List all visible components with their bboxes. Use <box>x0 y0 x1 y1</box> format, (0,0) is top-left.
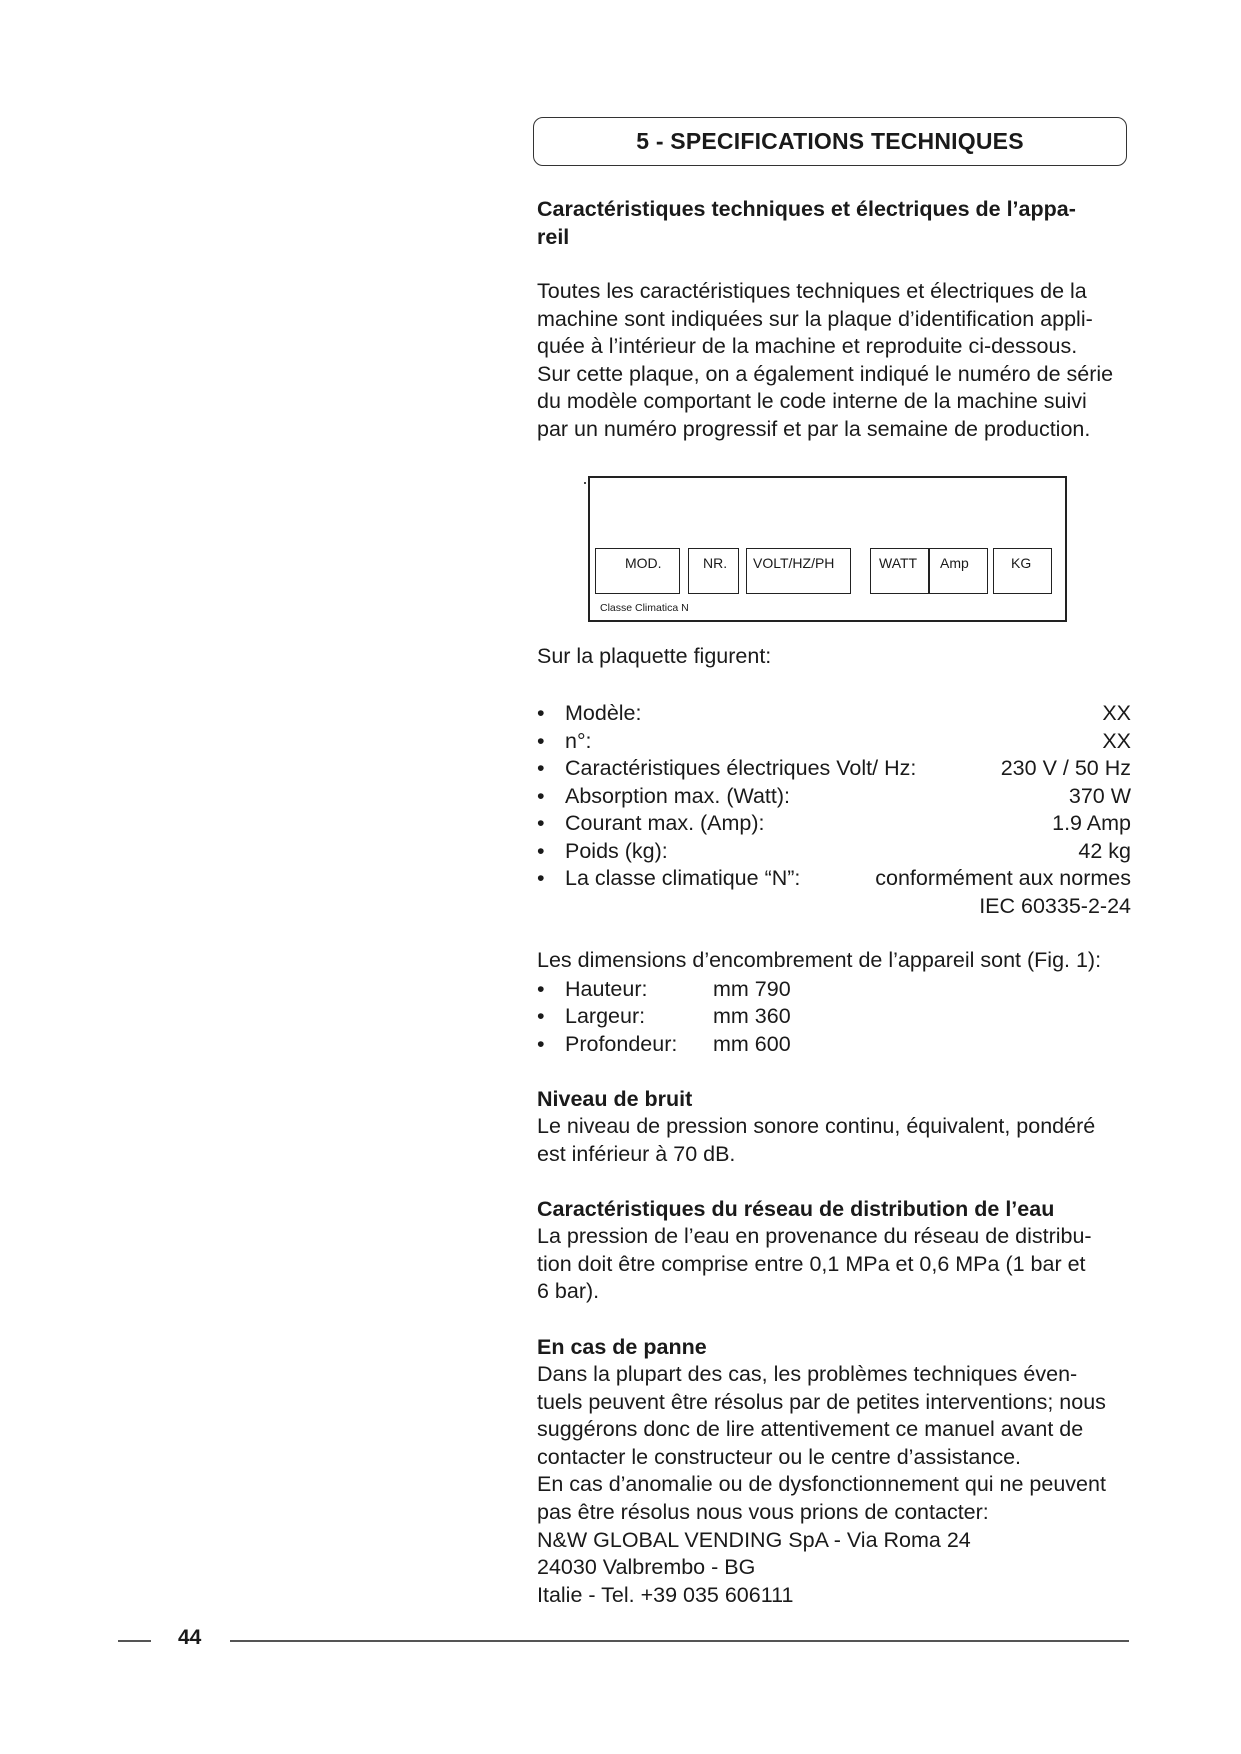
spec-value: 370 W <box>1068 783 1131 808</box>
dimension-item <box>537 1030 1131 1058</box>
paragraph-line: suggérons donc de lire attentivement ce manuel avant de <box>537 1417 1084 1442</box>
spec-value: 230 V / 50 Hz <box>1000 756 1131 780</box>
bullet: • <box>537 838 545 863</box>
section-heading-line: reil <box>537 225 570 249</box>
failure-heading: En cas de panne <box>537 1335 707 1359</box>
spec-value: IEC 60335-2-24 <box>979 893 1131 918</box>
plate-cell-weight <box>993 548 1052 594</box>
paragraph-line: contacter le constructeur ou le centre d’assistance. <box>537 1444 1022 1469</box>
paragraph-line: Sur cette plaque, on a également indiqué le numéro de série <box>537 361 1114 386</box>
paragraph-line: tuels peuvent être résolus par de petites interventions; nous <box>537 1389 1106 1414</box>
bullet: • <box>537 783 545 808</box>
footer-rule <box>118 1640 151 1642</box>
spec-item <box>537 837 1131 865</box>
plate-cell-label: WATT <box>879 555 918 571</box>
plate-cell-label: MOD. <box>625 555 662 571</box>
identification-plate <box>588 476 1067 622</box>
paragraph-line: du modèle comportant le code interne de la machine suivi <box>537 389 1087 414</box>
paragraph-line: Toutes les caractéristiques techniques et électriques de la <box>537 279 1087 303</box>
footer-rule <box>230 1640 1129 1642</box>
bullet: • <box>537 756 545 780</box>
spec-value: 42 kg <box>1078 838 1131 863</box>
dimension-value: mm 360 <box>713 1004 791 1028</box>
plate-cell-number <box>688 548 739 594</box>
paragraph-line: quée à l’intérieur de la machine et reproduite ci-dessous. <box>537 334 1078 359</box>
plate-cell-divider <box>928 549 930 593</box>
plate-cell-volt <box>746 548 851 594</box>
paragraph-line: 6 bar). <box>537 1279 600 1304</box>
dimension-item <box>537 975 1131 1003</box>
spec-label: Caractéristiques électriques Volt/ Hz: <box>565 756 917 780</box>
noise-section <box>537 1085 1132 1168</box>
dimension-item <box>537 1002 1131 1030</box>
paragraph-line: En cas d’anomalie ou de dysfonctionnement qui ne peuvent <box>537 1472 1106 1497</box>
section-heading-line: Caractéristiques techniques et électriques de l’appa- <box>537 197 1076 221</box>
water-section <box>537 1195 1132 1306</box>
spec-label: Modèle: <box>565 701 642 725</box>
dimensions-intro <box>537 947 1132 975</box>
plate-cell-model <box>595 548 680 594</box>
spec-label: La classe climatique “N”: <box>565 866 801 890</box>
paragraph-line: tion doit être comprise entre 0,1 MPa et 0,6 MPa (1 bar et <box>537 1251 1086 1276</box>
dimension-label: Hauteur: <box>565 976 648 1001</box>
plaquette-intro <box>537 643 1132 671</box>
bullet: • <box>537 976 545 1001</box>
paragraph-line: pas être résolus nous vous prions de contacter: <box>537 1499 989 1524</box>
plate-cell-label: VOLT/HZ/PH <box>753 555 835 571</box>
section-title: 5 - SPECIFICATIONS TECHNIQUES <box>533 117 1127 166</box>
paragraph-line: Les dimensions d’encombrement de l’appareil sont (Fig. 1): <box>537 948 1102 972</box>
noise-heading: Niveau de bruit <box>537 1087 693 1111</box>
spec-label: Poids (kg): <box>565 838 668 863</box>
spec-item <box>537 699 1131 727</box>
bullet: • <box>537 811 545 835</box>
bullet: • <box>537 866 545 890</box>
plate-cell-label: KG <box>1011 555 1032 571</box>
paragraph-line: par un numéro progressif et par la semaine de production. <box>537 416 1091 441</box>
spec-item <box>537 754 1131 782</box>
spec-label: Courant max. (Amp): <box>565 811 765 835</box>
plate-cell-watt-amp <box>870 548 988 594</box>
section-characteristics <box>537 195 1132 251</box>
dimension-label: Largeur: <box>565 1004 646 1028</box>
intro-paragraph <box>537 278 1132 444</box>
dimension-label: Profondeur: <box>565 1031 678 1056</box>
plate-cell-label: Amp <box>940 555 969 571</box>
dimension-value: mm 790 <box>713 976 791 1001</box>
paragraph-line: est inférieur à 70 dB. <box>537 1141 736 1166</box>
spec-label: Absorption max. (Watt): <box>565 783 791 808</box>
paragraph-line: Sur la plaquette figurent: <box>537 644 772 668</box>
bullet: • <box>537 728 545 753</box>
spec-item <box>537 809 1131 837</box>
plate-cell-label: NR. <box>703 555 728 571</box>
spec-value: XX <box>1102 701 1131 725</box>
contact-line: 24030 Valbrembo - BG <box>537 1555 756 1580</box>
bullet: • <box>537 1004 545 1028</box>
paragraph-line: Le niveau de pression sonore continu, équivalent, pondéré <box>537 1114 1096 1138</box>
dimension-value: mm 600 <box>713 1031 791 1056</box>
water-heading: Caractéristiques du réseau de distribution de l’eau <box>537 1197 1055 1221</box>
spec-item <box>537 727 1131 755</box>
contact-line: Italie - Tel. +39 035 606111 <box>537 1582 794 1607</box>
paragraph-line: La pression de l’eau en provenance du réseau de distribu- <box>537 1224 1092 1248</box>
spec-item <box>537 864 1131 892</box>
page-number: 44 <box>178 1626 202 1649</box>
spec-item-continuation <box>537 892 1131 920</box>
paragraph-line: machine sont indiquées sur la plaque d’identification appli- <box>537 306 1093 331</box>
failure-section <box>537 1333 1132 1609</box>
spec-value: 1.9 Amp <box>1052 811 1131 835</box>
spec-item <box>537 782 1131 810</box>
spec-label: n°: <box>565 728 592 753</box>
plate-mark <box>584 482 586 484</box>
bullet: • <box>537 701 545 725</box>
contact-line: N&W GLOBAL VENDING SpA - Via Roma 24 <box>537 1527 971 1552</box>
spec-value: XX <box>1102 728 1131 753</box>
paragraph-line: Dans la plupart des cas, les problèmes techniques éven- <box>537 1362 1078 1386</box>
bullet: • <box>537 1031 545 1056</box>
spec-value: conformément aux normes <box>875 866 1131 890</box>
plate-footer-text: Classe Climatica N <box>600 602 689 614</box>
